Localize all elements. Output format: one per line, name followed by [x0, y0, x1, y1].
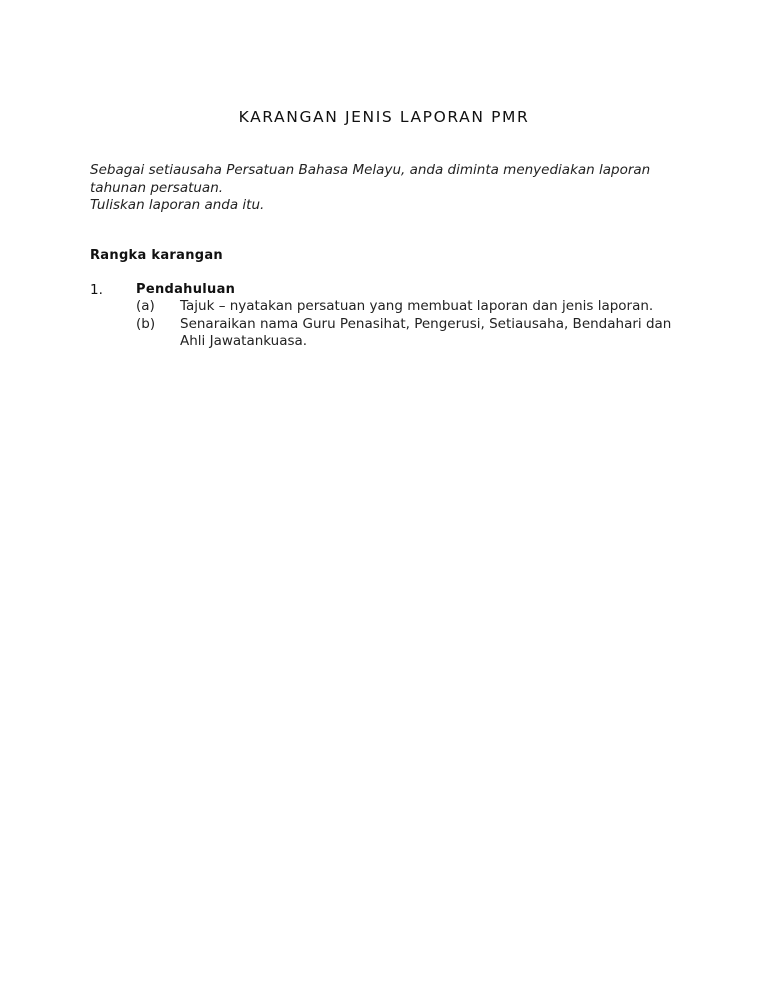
subitem-marker: (a) [136, 298, 155, 314]
outline-heading: Rangka karangan [90, 248, 223, 263]
intro-line: Sebagai setiausaha Persatuan Bahasa Melayu, anda diminta menyediakan laporan [90, 162, 651, 178]
subitem [136, 298, 696, 315]
document-title: KARANGAN JENIS LAPORAN PMR [238, 108, 530, 126]
item-number: 1. [90, 282, 103, 298]
intro-paragraph [90, 162, 690, 215]
intro-line: tahunan persatuan. [90, 179, 224, 196]
intro-line: Tuliskan laporan anda itu. [90, 197, 265, 213]
subitem-text: Ahli Jawatankuasa. [180, 333, 308, 349]
subitem [136, 316, 696, 350]
subitem-marker: (b) [136, 316, 156, 332]
subitem-text-block [180, 316, 671, 350]
subitem-text: Tajuk – nyatakan persatuan yang membuat laporan dan jenis laporan. [180, 298, 654, 314]
item-title: Pendahuluan [136, 282, 236, 297]
subitem-text: Senaraikan nama Guru Penasihat, Pengerusi, Setiausaha, Bendahari dan [180, 316, 672, 332]
